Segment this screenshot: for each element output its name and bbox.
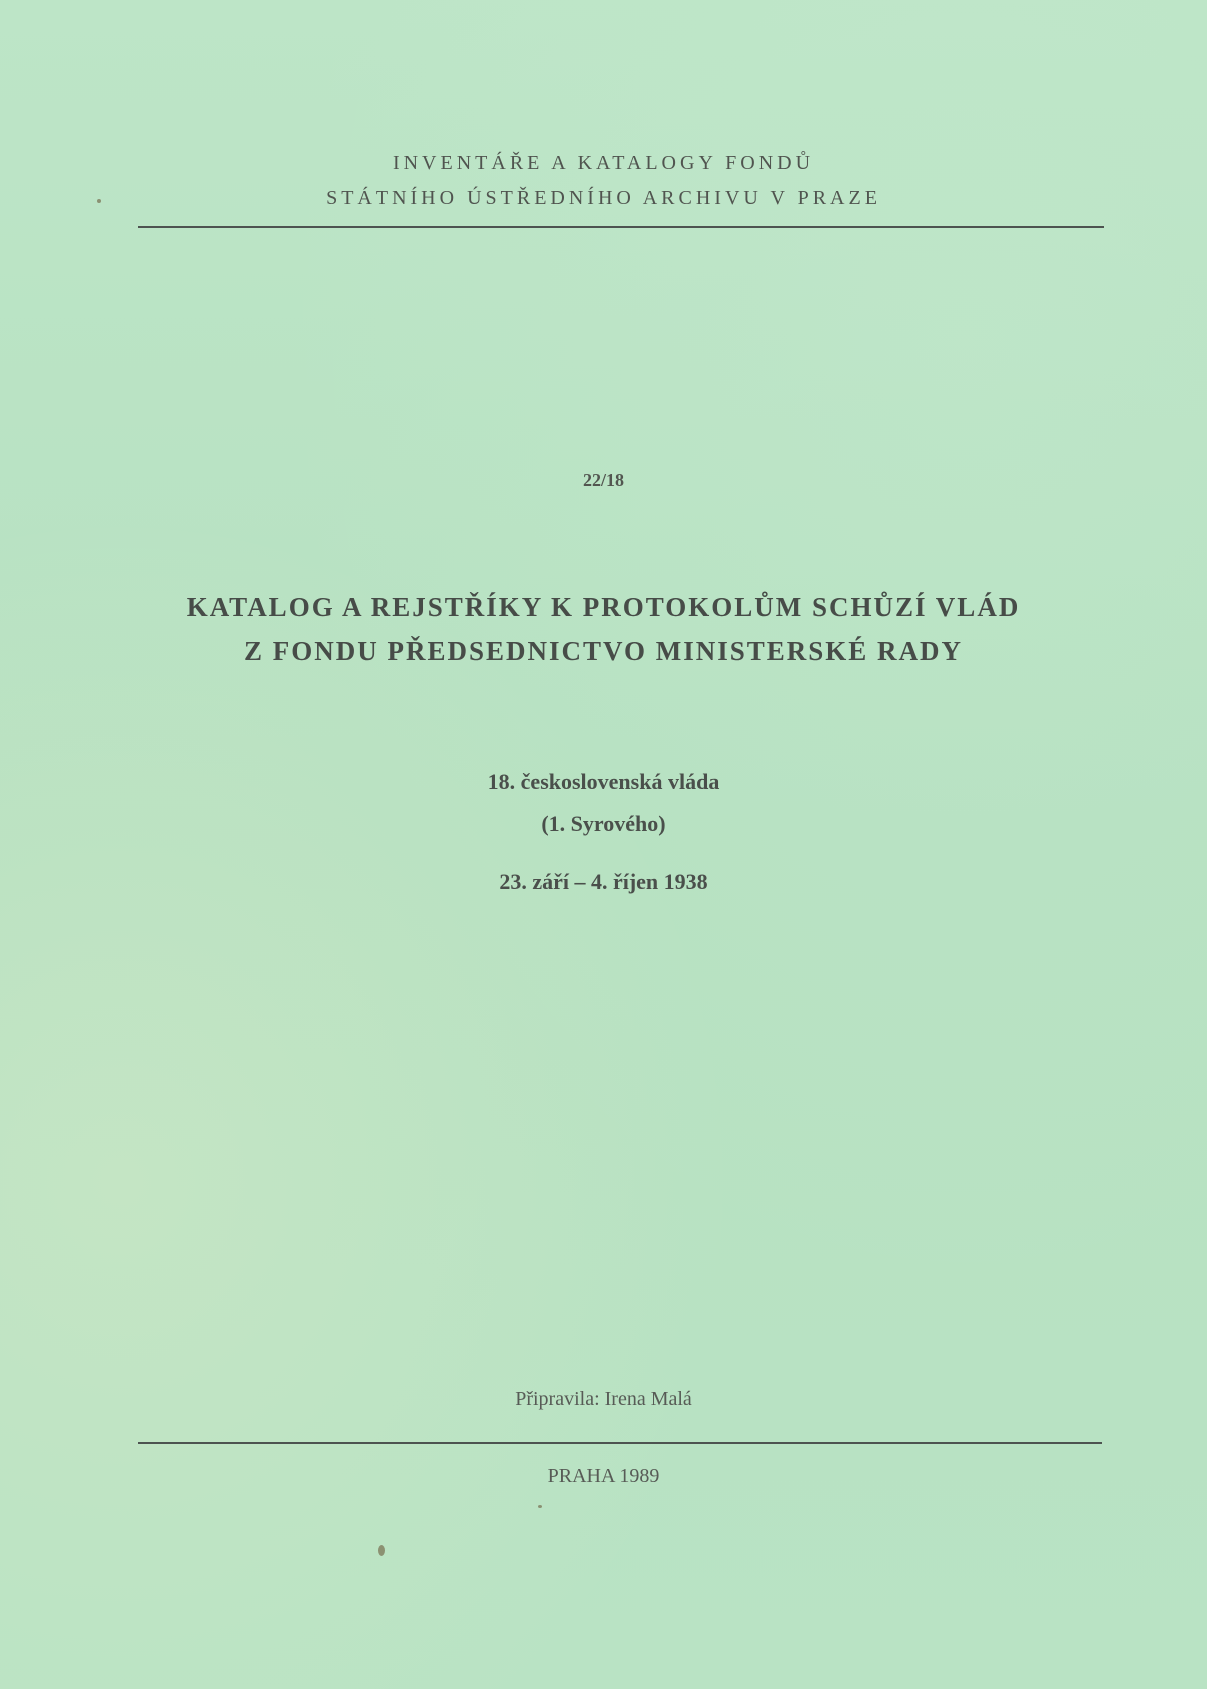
main-title-line-2: Z FONDU PŘEDSEDNICTVO MINISTERSKÉ RADY	[243, 636, 964, 666]
subtitle-cabinet: (1. Syrového)	[541, 811, 666, 836]
top-divider	[138, 226, 1104, 228]
bottom-divider	[138, 1442, 1102, 1444]
paper-speck	[97, 199, 101, 203]
subtitle-date-range: 23. září – 4. říjen 1938	[499, 869, 708, 894]
imprint: PRAHA 1989	[547, 1465, 660, 1487]
subtitle-government: 18. československá vláda	[487, 769, 720, 794]
paper-speck	[378, 1545, 385, 1556]
prepared-by: Připravila: Irena Malá	[515, 1388, 692, 1410]
series-title-line-1: INVENTÁŘE A KATALOGY FONDŮ	[392, 152, 815, 174]
paper-speck	[538, 1505, 542, 1508]
volume-number: 22/18	[582, 470, 624, 490]
series-title-line-2: STÁTNÍHO ÚSTŘEDNÍHO ARCHIVU V PRAZE	[326, 187, 881, 209]
main-title-line-1: KATALOG A REJSTŘÍKY K PROTOKOLŮM SCHŮZÍ VLÁD	[186, 592, 1021, 622]
